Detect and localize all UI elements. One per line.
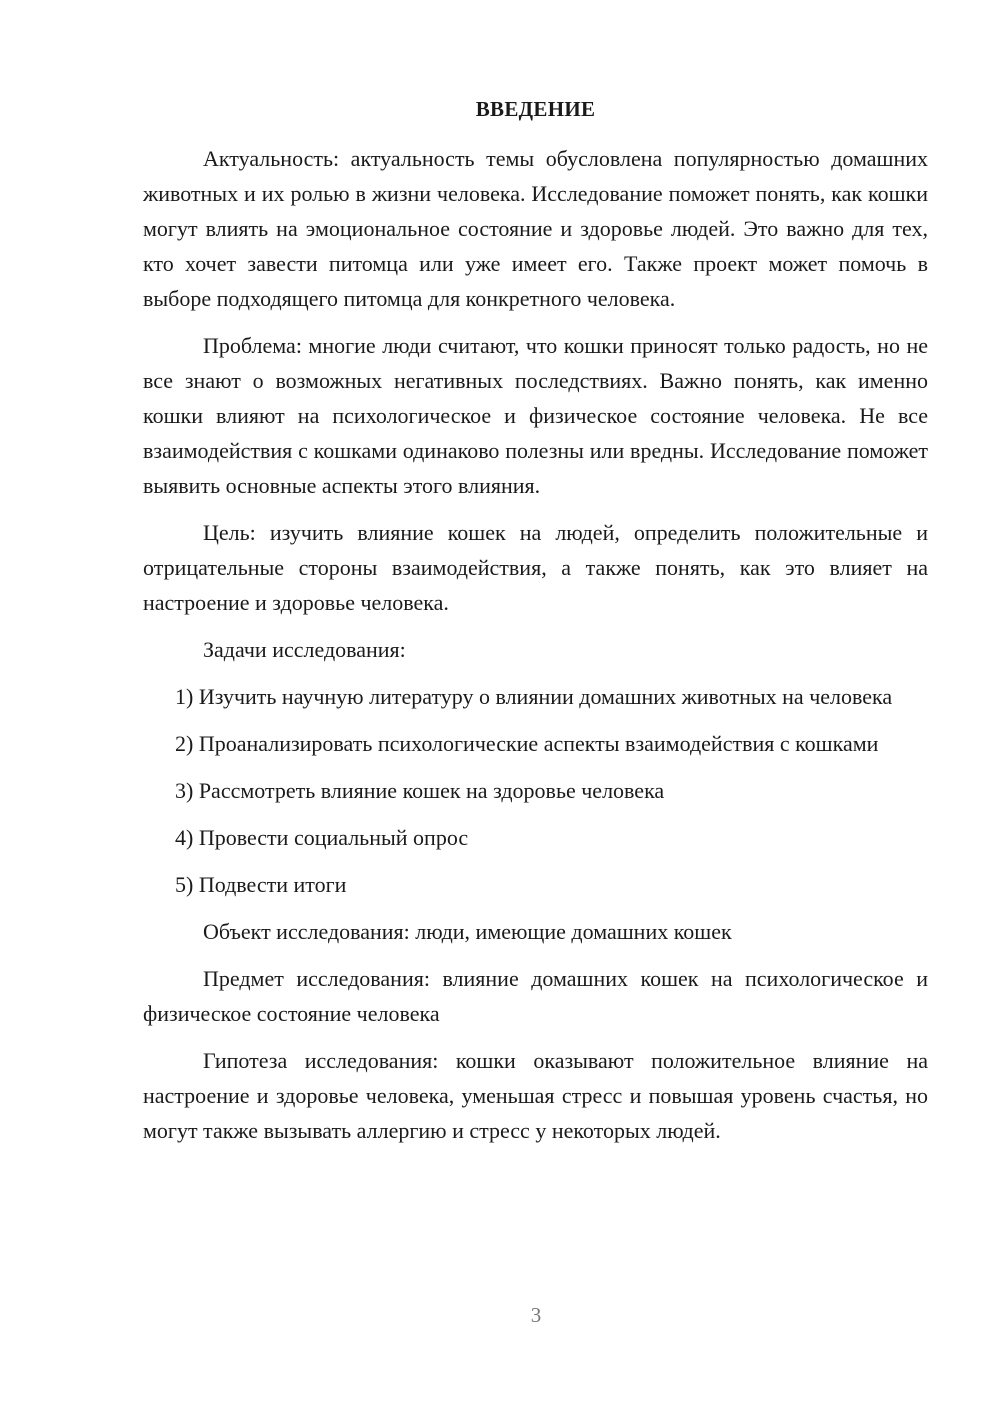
task-item: 3) Рассмотреть влияние кошек на здоровье человека [175, 778, 665, 803]
task-item: 5) Подвести итоги [175, 872, 347, 897]
page-number: 3 [530, 1303, 542, 1327]
task-item: 1) Изучить научную литературу о влиянии домашних животных на человека [175, 684, 893, 709]
document-page [143, 92, 928, 1160]
paragraph-problem: Проблема: многие люди считают, что кошки приносят только радость, но не все знают о возможных негативных последствиях. Важно понять, как именно кошки влияют на психологическое и физическое состояние человека. Не все взаимодействия с кошками одинаково полезны или вредны. Исследование поможет выявить основные аспекты этого влияния. [143, 333, 928, 498]
paragraph-relevance: Актуальность: актуальность темы обусловлена популярностью домашних животных и их ролью в жизни человека. Исследование поможет понять, как кошки могут влиять на эмоциональное состояние и здоровье людей. Это важно для тех, кто хочет завести питомца или уже имеет его. Также проект может помочь в выборе подходящего питомца для конкретного человека. [143, 146, 928, 311]
task-item: 2) Проанализировать психологические аспекты взаимодействия с кошками [175, 731, 879, 756]
tasks-heading: Задачи исследования: [203, 637, 406, 662]
paragraph-hypothesis: Гипотеза исследования: кошки оказывают положительное влияние на настроение и здоровье человека, уменьшая стресс и повышая уровень счастья, но могут также вызывать аллергию и стресс у некоторых людей. [143, 1048, 928, 1143]
task-item: 4) Провести социальный опрос [175, 825, 469, 850]
paragraph-goal: Цель: изучить влияние кошек на людей, определить положительные и отрицательные стороны взаимодействия, а также понять, как это влияет на настроение и здоровье человека. [143, 520, 928, 615]
section-title: ВВЕДЕНИЕ [475, 97, 596, 121]
paragraph-subject: Предмет исследования: влияние домашних кошек на психологическое и физическое состояние человека [143, 966, 928, 1026]
paragraph-object: Объект исследования: люди, имеющие домашних кошек [203, 919, 732, 944]
